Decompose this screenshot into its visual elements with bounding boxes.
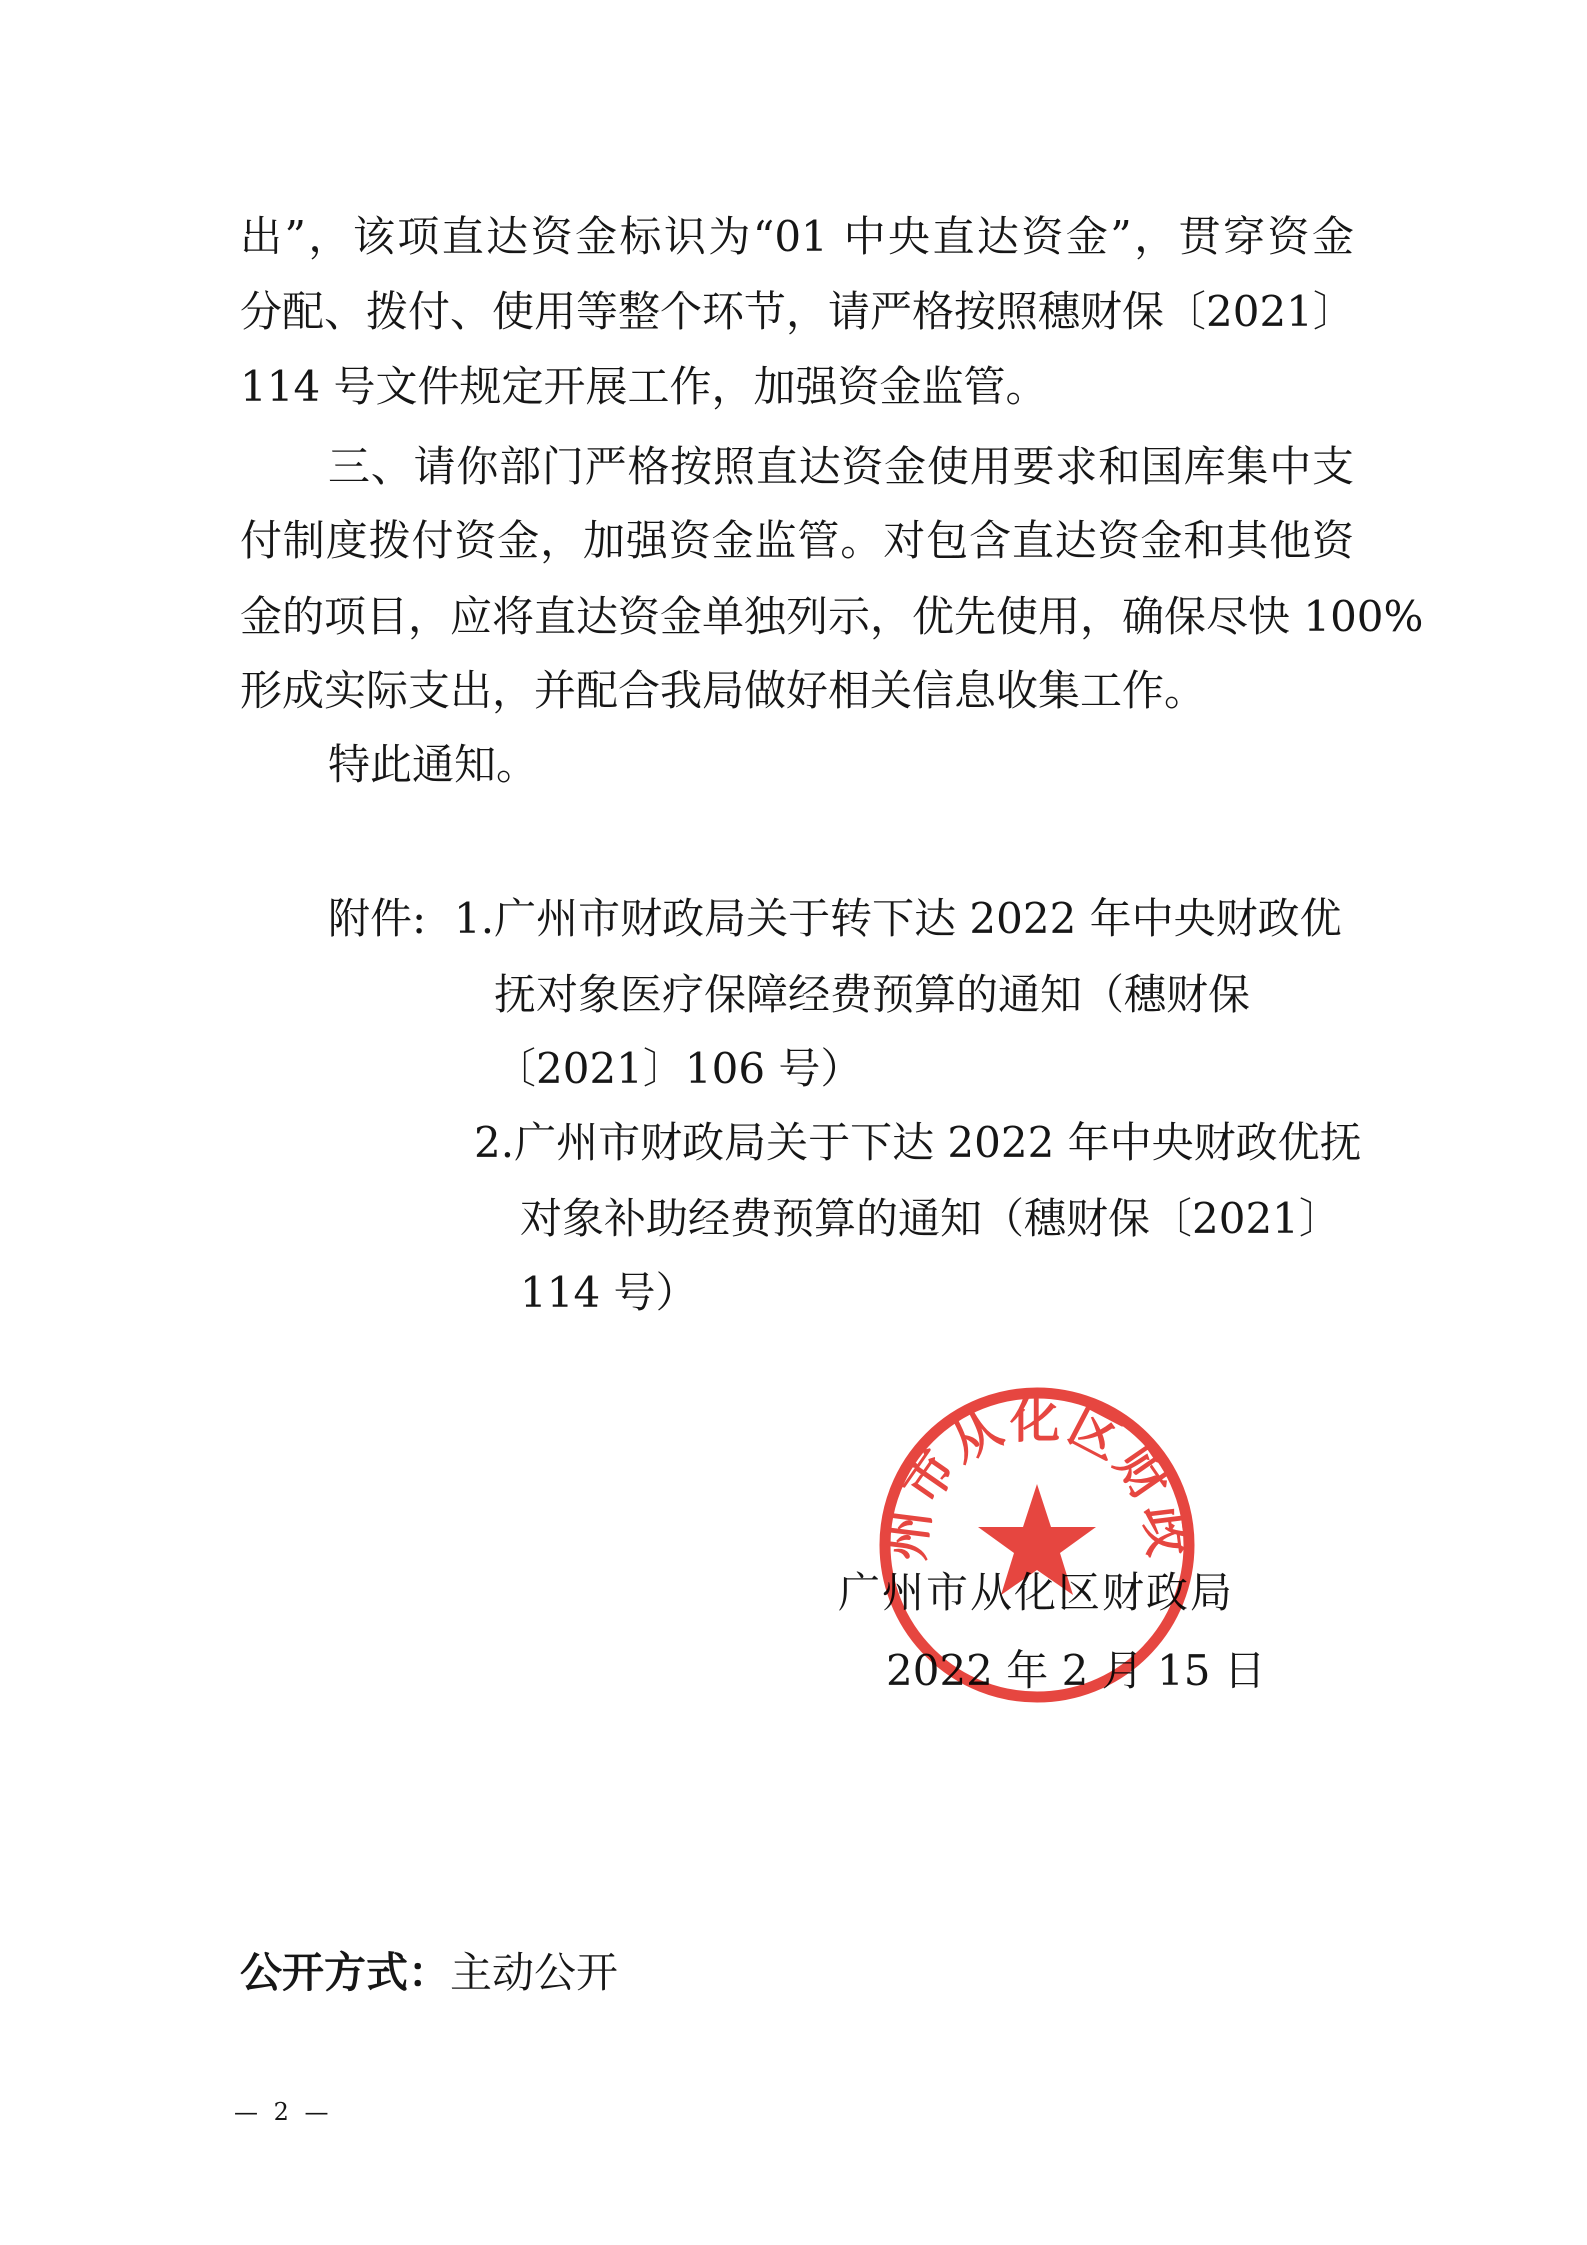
seal-star-icon — [978, 1484, 1096, 1595]
paragraph-2-line-4: 形成实际支出，并配合我局做好相关信息收集工作。 — [240, 666, 1207, 715]
paragraph-1-line-1: 出”，该项直达资金标识为“01 中央直达资金”，贯穿资金 — [240, 212, 1354, 261]
disclosure-label: 公开方式： — [240, 1948, 451, 1997]
paragraph-2-line-1: 三、请你部门严格按照直达资金使用要求和国库集中支 — [328, 442, 1354, 491]
attachment-2-line-2: 对象补助经费预算的通知（穗财保〔2021〕 — [520, 1194, 1341, 1243]
official-seal — [872, 1380, 1202, 1710]
page-number: — 2 — — [234, 2098, 333, 2126]
paragraph-2-line-3: 金的项目，应将直达资金单独列示，优先使用，确保尽快 100% — [240, 592, 1424, 641]
paragraph-2-line-2: 付制度拨付资金，加强资金监管。对包含直达资金和其他资 — [240, 516, 1354, 565]
disclosure-line — [240, 1948, 619, 1997]
paragraph-1-line-2: 分配、拨付、使用等整个环节，请严格按照穗财保〔2021〕 — [240, 287, 1355, 336]
issuer-name: 广州市从化区财政局 — [838, 1568, 1235, 1617]
attachment-2-line-3: 114 号） — [520, 1268, 698, 1317]
disclosure-value: 主动公开 — [450, 1948, 619, 1997]
attachment-1-line-1: 1.广州市财政局关于转下达 2022 年中央财政优 — [454, 894, 1342, 943]
attachment-2-line-1: 2.广州市财政局关于下达 2022 年中央财政优抚 — [474, 1118, 1362, 1167]
paragraph-1-line-3: 114 号文件规定开展工作，加强资金监管。 — [240, 362, 1048, 411]
issue-date: 2022 年 2 月 15 日 — [886, 1646, 1266, 1695]
attachments-label: 附件: — [328, 894, 427, 943]
attachment-1-line-2: 抚对象医疗保障经费预算的通知（穗财保 — [494, 970, 1251, 1019]
seal-text: 州市从化区财政 — [875, 1389, 1199, 1564]
attachment-1-line-3: 〔2021〕106 号） — [494, 1044, 863, 1093]
closing-text: 特此通知。 — [328, 740, 539, 789]
